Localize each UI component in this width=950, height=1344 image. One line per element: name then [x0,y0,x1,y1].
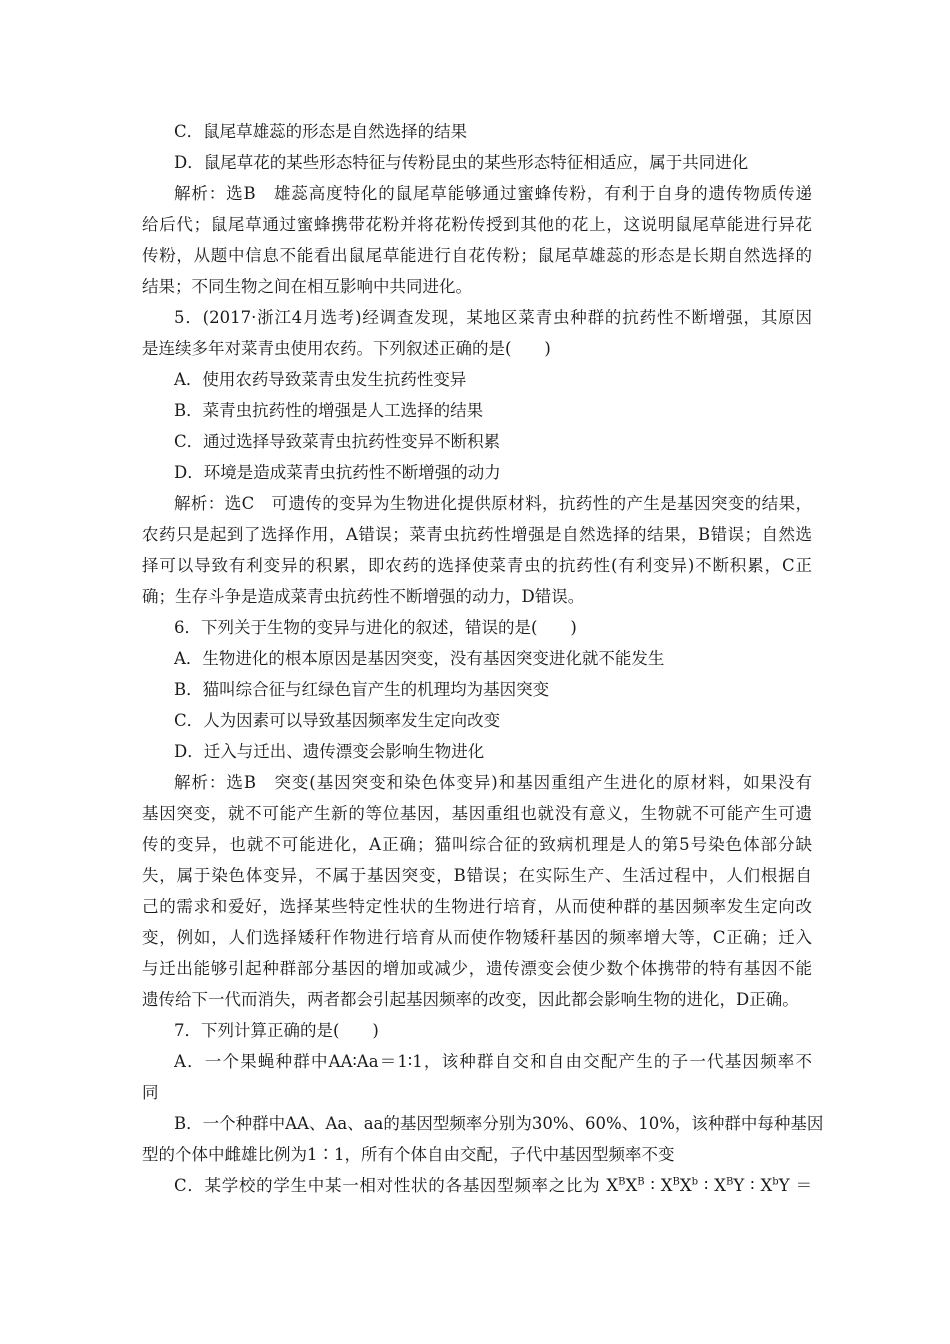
q7-option-c-line [142,1170,812,1201]
q5-stem-line: 是连续多年对菜青虫使用农药。下列叙述正确的是( ) [142,339,551,358]
q7-option-b-line: B．一个种群中AA、Aa、aa的基因型频率分别为30%、60%、10%，该种群中每种基因 [174,1114,824,1133]
q5-stem-line: 5．(2017·浙江4月选考)经调查发现，某地区菜青虫种群的抗药性不断增强，其原因 [174,308,812,327]
genotype-xbxb-het: $X^BX^b$ [660,1176,699,1195]
q5-option-b: B．菜青虫抗药性的增强是人工选择的结果 [174,401,484,420]
q6-option-d: D．迁入与迁出、遗传漂变会影响生物进化 [174,742,485,761]
q6-analysis-line: 失，属于染色体变异，不属于基因突变，B错误；在实际生产、生活过程中，人们根据自 [142,866,812,885]
q6-option-a: A．生物进化的根本原因是基因突变，没有基因突变进化就不能发生 [174,649,665,668]
q6-analysis-line: 传的变异，也就不可能进化，A正确；猫叫综合征的致病机理是人的第5号染色体部分缺 [142,835,812,854]
genotype-xbxb: $X^BX^B$ [606,1176,645,1195]
genotype-xby-dom: $X^BY$ [714,1176,745,1195]
q5-option-d: D．环境是造成菜青虫抗药性不断增强的动力 [174,463,501,482]
ratio-sign: ∶ [704,1176,709,1195]
q5-option-c: C．通过选择导致菜青虫抗药性变异不断积累 [174,432,501,451]
q4-option-c: C．鼠尾草雄蕊的形态是自然选择的结果 [174,122,468,141]
q6-analysis-line: 与迁出能够引起种群部分基因的增加或减少，遗传漂变会使少数个体携带的特有基因不能 [142,959,812,978]
q5-option-a: A．使用农药导致菜青虫发生抗药性变异 [174,370,467,389]
q7-stem: 7．下列计算正确的是( ) [174,1021,379,1040]
q6-stem: 6．下列关于生物的变异与进化的叙述，错误的是( ) [174,618,577,637]
q5-analysis-line: 择可以导致有利变异的积累，即农药的选择使菜青虫的抗药性(有利变异)不断积累，C正 [142,556,812,575]
q6-option-b: B．猫叫综合征与红绿色盲产生的机理均为基因突变 [174,680,550,699]
genotype-xby-rec: $X^bY$ [760,1176,790,1195]
q4-analysis-line: 传粉，从题中信息不能看出鼠尾草能进行自花传粉；鼠尾草雄蕊的形态是长期自然选择的 [142,246,812,265]
q6-analysis-line: 遗传给下一代而消失，两者都会引起基因频率的改变，因此都会影响生物的进化，D正确。 [142,990,799,1009]
q4-option-d: D．鼠尾草花的某些形态特征与传粉昆虫的某些形态特征相适应，属于共同进化 [174,153,749,172]
q4-analysis-line: 结果；不同生物之间在相互影响中共同进化。 [142,277,472,296]
q5-analysis-line: 解析：选C 可遗传的变异为生物进化提供原材料，抗药性的产生是基因突变的结果， [174,494,812,513]
q6-analysis-line: 变，例如，人们选择矮秆作物进行培育从而使作物矮秆基因的频率增大等，C正确；迁入 [142,928,812,947]
q7-option-c-prefix: C．某学校的学生中某一相对性状的各基因型频率之比为 [174,1176,601,1195]
q5-analysis-line: 农药只是起到了选择作用，A错误；菜青虫抗药性增强是自然选择的结果，B错误；自然选 [142,525,812,544]
ratio-sign: ∶ [750,1176,755,1195]
q7-option-a-line: 同 [142,1083,159,1102]
q7-option-b-line: 型的个体中雌雄比例为1∶1，所有个体自由交配，子代中基因型频率不变 [142,1145,675,1164]
q4-analysis-line: 解析：选B 雄蕊高度特化的鼠尾草能够通过蜜蜂传粉，有利于自身的遗传物质传递 [174,184,812,203]
q4-analysis-line: 给后代；鼠尾草通过蜜蜂携带花粉并将花粉传授到其他的花上，这说明鼠尾草能进行异花 [142,215,812,234]
q6-analysis-line: 己的需求和爱好，选择某些特定性状的生物进行培育，从而使种群的基因频率发生定向改 [142,897,812,916]
q5-analysis-line: 确；生存斗争是造成菜青虫抗药性不断增强的动力，D错误。 [142,587,585,606]
page-content [142,116,824,1201]
ratio-sign: ∶ [650,1176,655,1195]
q7-option-a-line: A．一个果蝇种群中AA∶Aa＝1∶1，该种群自交和自由交配产生的子一代基因频率不 [174,1052,812,1071]
q6-analysis-line: 解析：选B 突变(基因突变和染色体变异)和基因重组产生进化的原材料，如果没有 [174,773,812,792]
q6-analysis-line: 基因突变，就不可能产生新的等位基因，基因重组也就没有意义，生物就不可能产生可遗 [142,804,812,823]
q6-option-c: C．人为因素可以导致基因频率发生定向改变 [174,711,501,730]
equals-sign: ＝ [795,1176,813,1195]
